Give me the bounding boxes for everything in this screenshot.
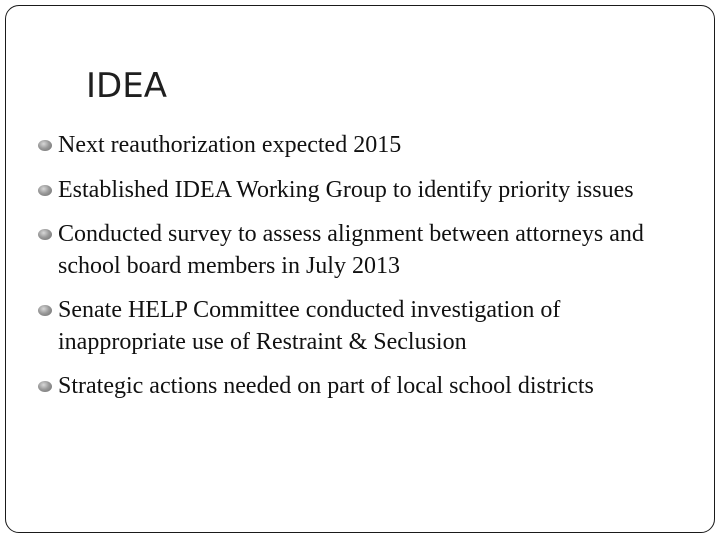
bullet-item-3 xyxy=(38,219,688,282)
bullet-list xyxy=(38,130,688,403)
bullet-dot-icon xyxy=(38,305,52,316)
bullet-item-5 xyxy=(38,371,688,403)
bullet-text: Next reauthorization expected 2015 xyxy=(58,132,402,158)
bullet-dot-icon xyxy=(38,140,52,151)
bullet-item-2 xyxy=(38,175,688,207)
bullet-dot-icon xyxy=(38,381,52,392)
bullet-text: Established IDEA Working Group to identify priority issues xyxy=(58,176,634,203)
slide-title: IDEA xyxy=(86,66,167,106)
bullet-text: Strategic actions needed on part of local school districts xyxy=(58,373,594,399)
bullet-dot-icon xyxy=(38,185,52,196)
bullet-text: Senate HELP Committee conducted investigation of inappropriate use of Restraint & Seclusion xyxy=(58,297,561,355)
bullet-item-4 xyxy=(38,295,688,358)
bullet-item-1 xyxy=(38,130,688,162)
bullet-text: Conducted survey to assess alignment between attorneys and school board members in July 2013 xyxy=(58,221,644,279)
slide-frame xyxy=(5,5,715,533)
bullet-dot-icon xyxy=(38,229,52,240)
